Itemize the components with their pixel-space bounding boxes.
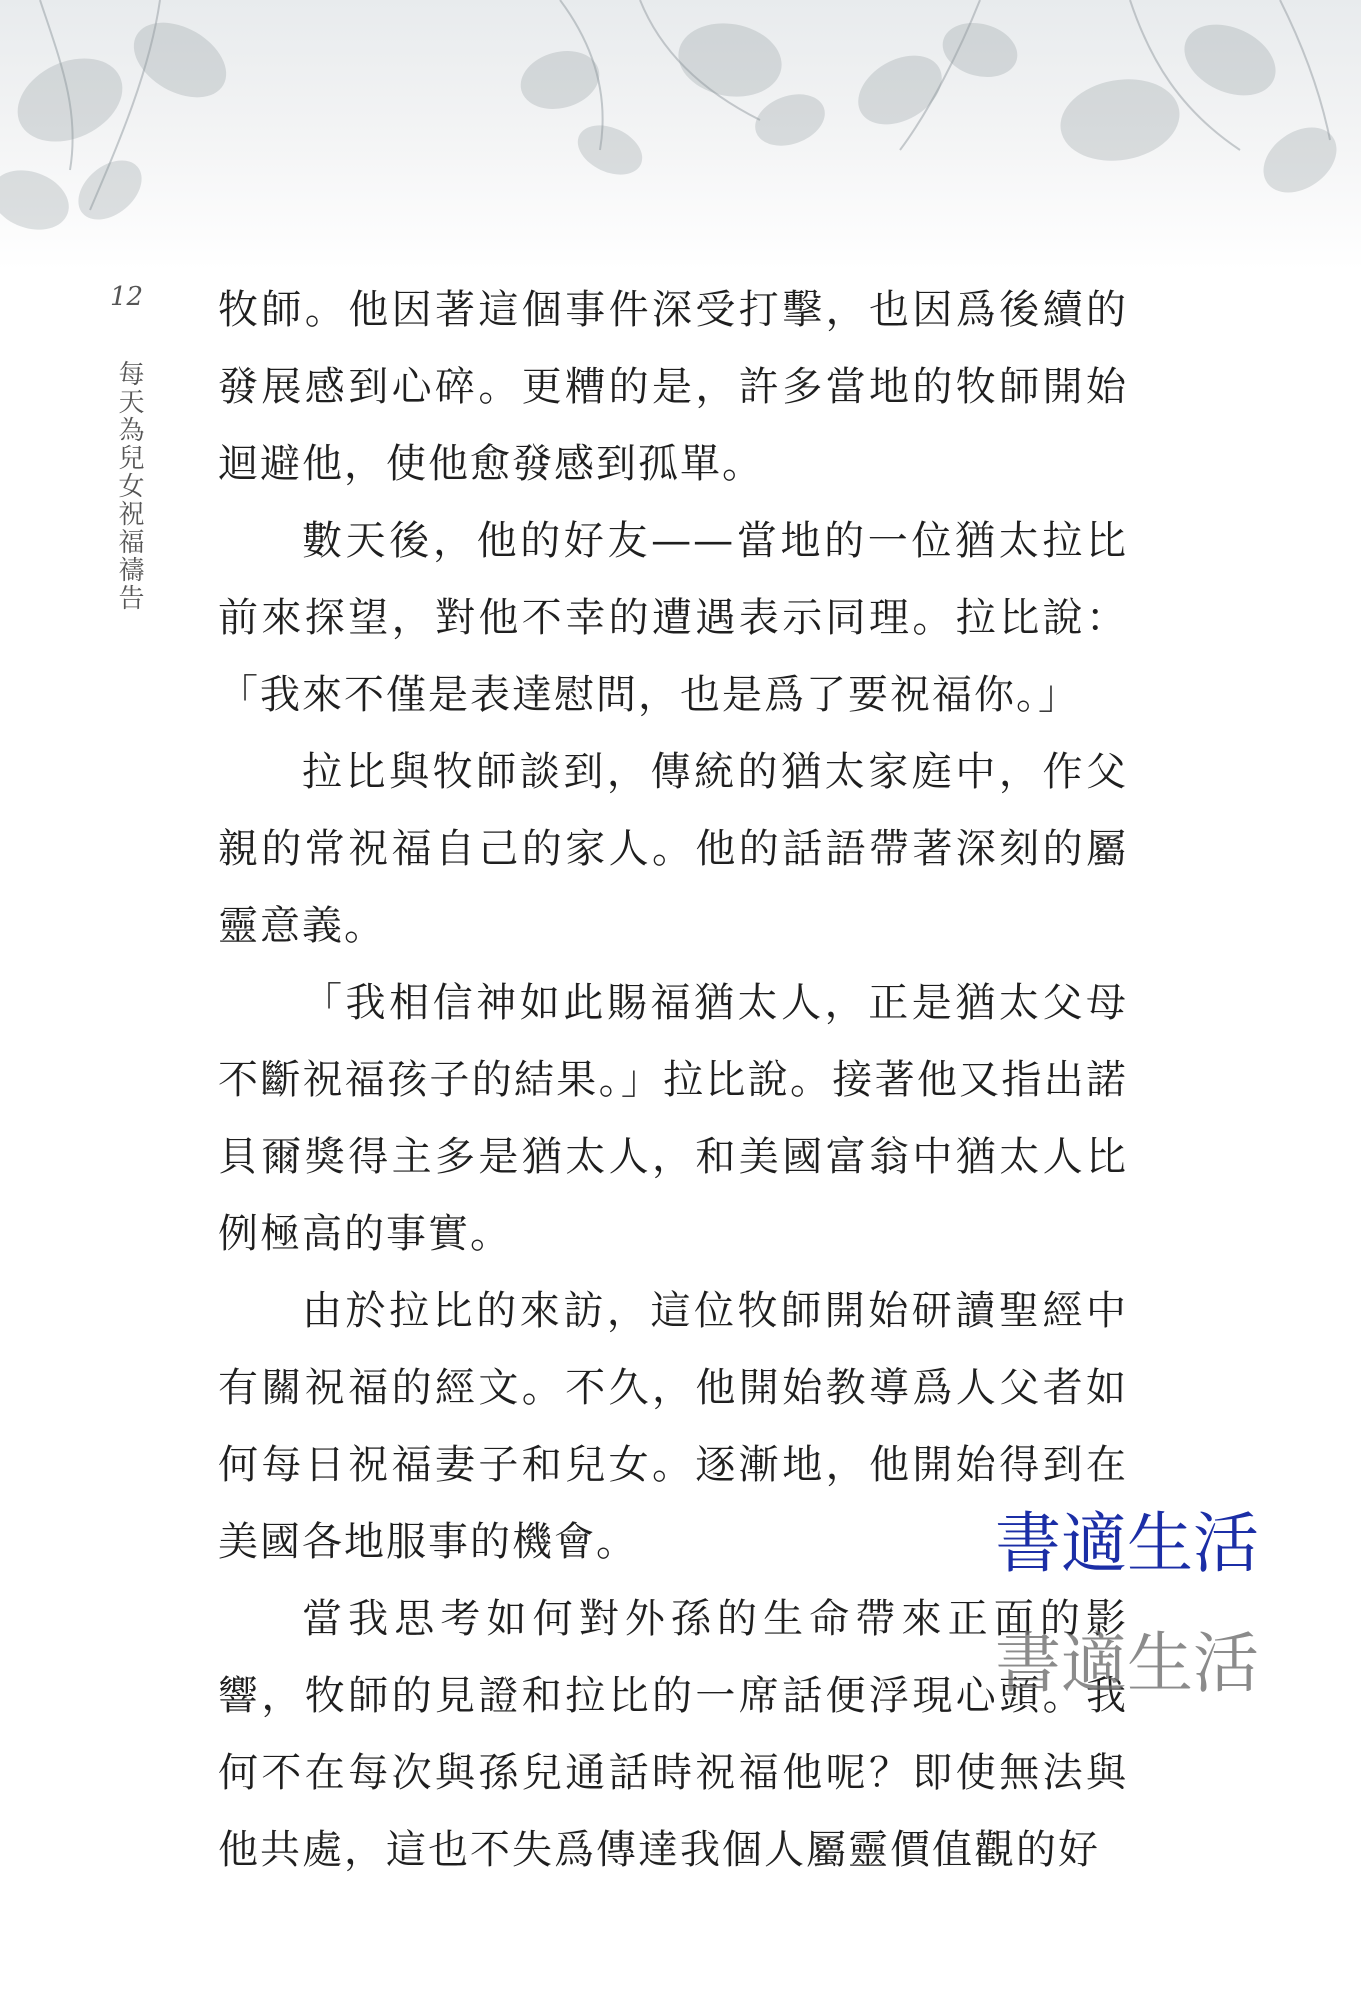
paragraph: 「我相信神如此賜福猶太人，正是猶太父母不斷祝福孩子的結果。」拉比說。接著他又指出諾貝爾獎得主多是猶太人，和美國富翁中猶太人比例極高的事實。: [218, 980, 1128, 1257]
body-text: [218, 272, 1128, 1889]
running-title: 每天為兒女祝福禱告: [114, 360, 144, 612]
paragraph: 由於拉比的來訪，這位牧師開始研讀聖經中有關祝福的經文。不久，他開始教導爲人父者如何每日祝福妻子和兒女。逐漸地，他開始得到在美國各地服事的機會。: [218, 1288, 1128, 1565]
paragraph: 數天後，他的好友——當地的一位猶太拉比前來探望，對他不幸的遭遇表示同理。拉比說：「我來不僅是表達慰問，也是爲了要祝福你。」: [218, 518, 1128, 718]
watermark-primary: 書適生活: [995, 1505, 1259, 1582]
paragraph: 牧師。他因著這個事件深受打擊，也因爲後續的發展感到心碎。更糟的是，許多當地的牧師開始迴避他，使他愈發感到孤單。: [218, 287, 1128, 487]
page-number: 12: [110, 282, 144, 312]
paragraph: 拉比與牧師談到，傳統的猶太家庭中，作父親的常祝福自己的家人。他的話語帶著深刻的屬靈意義。: [218, 749, 1128, 949]
paragraph: 當我思考如何對外孫的生命帶來正面的影響，牧師的見證和拉比的一席話便浮現心頭。我何不在每次與孫兒通話時祝福他呢？即使無法與他共處，這也不失爲傳達我個人屬靈價值觀的好: [218, 1596, 1128, 1873]
watermark-secondary: 書適生活: [995, 1625, 1259, 1702]
leaf-decoration: [0, 0, 1361, 270]
header-leaf-illustration: [0, 0, 1361, 270]
